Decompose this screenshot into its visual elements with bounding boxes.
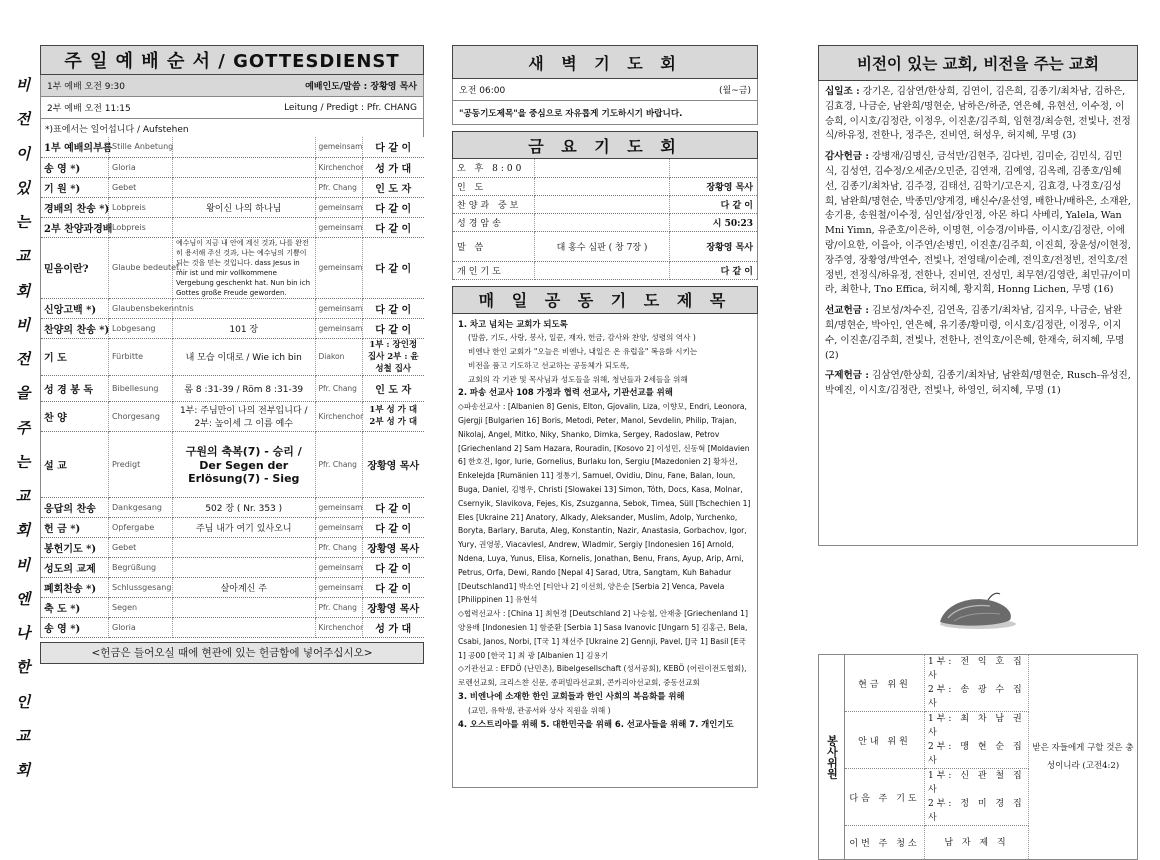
serve-names	[925, 712, 1029, 769]
order-row	[41, 217, 425, 237]
prayer-item: (말씀, 기도, 사랑, 봉사, 일꾼, 재자, 헌금, 감사와 찬양, 성령의 역사 )	[468, 333, 696, 343]
order-item-de: Lobpreis	[109, 197, 173, 217]
dawn-days: (월~금)	[719, 86, 751, 96]
order-item-de: Glaube bedeutet,	[109, 237, 173, 298]
side-char: 비	[15, 555, 31, 574]
order-item-de: Begrüßung	[109, 557, 173, 577]
friday-item-person: 다 같 이	[670, 261, 758, 279]
side-char: 인	[15, 692, 31, 711]
order-row	[41, 401, 425, 431]
offering-section	[825, 304, 1131, 363]
offering-section-names: 강기온, 김삼연/한상희, 김연이, 김은희, 김종기/최차남, 김하은, 김효경, 나금순, 남완희/명현순, 남하은/하준, 연은혜, 유현선, 이수정, 이승희, 이시호/김정란, 이정우, 이진훈/김주희, 임현경/최승현, 전빛나, 전정식/하유정, 전한나, 정주은, 진비연, 허성우, 허지혜, 무명 (3)	[825, 86, 1131, 142]
cleaning-label: 이번 주 청소	[845, 826, 925, 860]
order-item-title: 살아계신 주	[173, 577, 316, 597]
worship-order-table	[40, 137, 424, 638]
prayer-column	[452, 45, 758, 788]
worship-order-column	[40, 45, 424, 664]
order-item-title	[173, 597, 316, 617]
order-item-de: Gebet	[109, 177, 173, 197]
prayer-item: 4. 오스트리아를 위해 5. 대한민국을 위해 6. 선교사들을 위해 7. 개인기도	[458, 718, 734, 729]
friday-item-person	[670, 159, 758, 177]
prayer-item: 2. 파송 선교사 108 가정과 협력 선교사, 기관선교를 위해	[458, 387, 673, 398]
order-item-person: 성 가 대	[362, 157, 424, 177]
order-item-title	[173, 137, 316, 157]
order-item-de: Bibellesung	[109, 375, 173, 401]
service-1-leader: 예배인도/말씀 : 장황영 목사	[305, 82, 417, 92]
friday-prayer-table	[452, 159, 758, 280]
side-char: 는	[15, 452, 31, 471]
offering-section-head: 십일조 :	[825, 86, 860, 97]
order-item-group: Diakon	[315, 338, 362, 375]
service-2-row	[40, 97, 424, 119]
stand-note: *)표에서는 일어섭니다 / Aufstehen	[40, 119, 424, 137]
order-item-de: Lobgesang	[109, 318, 173, 338]
side-char: 교	[15, 726, 31, 745]
offering-section-head: 감사헌금 :	[825, 151, 869, 163]
friday-item-person: 다 같 이	[670, 195, 758, 213]
order-item-group: gemeinsam	[315, 237, 362, 298]
order-item-ko: 축 도 *)	[41, 597, 109, 617]
order-item-title: 내 모습 이대로 / Wie ich bin	[173, 338, 316, 375]
serve-role: 안내 위원	[845, 712, 925, 769]
order-item-person: 다 같 이	[362, 318, 424, 338]
order-item-de: Fürbitte	[109, 338, 173, 375]
friday-prayer-title: 금 요 기 도 회	[452, 131, 758, 159]
order-item-group: gemeinsam	[315, 197, 362, 217]
friday-item-label: 인 도	[453, 177, 535, 195]
order-item-de: Chorgesang	[109, 401, 173, 431]
order-item-group: gemeinsam	[315, 298, 362, 318]
order-item-de: Gloria	[109, 157, 173, 177]
serve-name-1: 1부: 전 익 호 집 사	[928, 657, 1025, 681]
side-char: 주	[15, 418, 31, 437]
serving-committee-table	[818, 654, 1138, 860]
order-item-de: Segen	[109, 597, 173, 617]
offering-section-head: 선교헌금 :	[825, 305, 869, 317]
prayer-item: ◇기관선교 : EFDÖ (난민촌), Bibelgesellschaft (성서공회), KEBÖ (어린이전도협회), 로렌선교회, 크리스챤 신문, 종퍼빌라선교회, 콘카리아선교회, 중동선교회	[458, 664, 747, 688]
friday-item-detail: 대 홍수 심판 ( 창 7장 )	[535, 231, 670, 261]
side-char: 전	[15, 110, 31, 129]
order-item-group: Kirchenchor	[315, 401, 362, 431]
friday-item-label: 오 후 8:00	[453, 159, 535, 177]
order-item-ko: 설 교	[41, 431, 109, 497]
side-char: 교	[15, 487, 31, 505]
side-char: 회	[15, 281, 31, 300]
order-item-person: 인 도 자	[362, 375, 424, 401]
order-item-ko: 성 경 봉 독	[41, 375, 109, 401]
order-item-ko: 1부 예배의부름	[41, 137, 109, 157]
friday-item-label: 성경암송	[453, 213, 535, 231]
side-char: 회	[15, 521, 31, 540]
order-item-person: 다 같 이	[362, 557, 424, 577]
order-item-ko: 송 영 *)	[41, 157, 109, 177]
order-item-ko: 경배의 찬송 *)	[41, 197, 109, 217]
prayer-item: 비전을 품고 기도하고 선교하는 공동체가 되도록,	[468, 360, 630, 370]
order-item-de: Opfergabe	[109, 517, 173, 537]
order-row	[41, 537, 425, 557]
order-item-title: 101 장	[173, 318, 316, 338]
serve-quote: 받은 자들에게 구할 것은 충성이니라 (고전4:2)	[1029, 655, 1138, 860]
order-item-ko: 기 원 *)	[41, 177, 109, 197]
order-item-ko: 믿음이란?	[41, 237, 109, 298]
cleaning-value: 남 자 제 직	[925, 826, 1029, 860]
dawn-prayer-title: 새 벽 기 도 회	[452, 45, 758, 79]
vision-column	[818, 45, 1138, 546]
order-item-person: 1부 : 장인정 집사 2부 : 윤성철 집사	[362, 338, 424, 375]
offering-donor-list	[818, 81, 1138, 546]
order-item-person: 다 같 이	[362, 197, 424, 217]
side-char: 비	[15, 315, 31, 334]
order-item-title: 주님 내가 여기 있사오니	[173, 517, 316, 537]
order-item-de: Stille Anbetung	[109, 137, 173, 157]
friday-item-person: 장황영 목사	[670, 177, 758, 195]
order-item-person: 장황영 목사	[362, 537, 424, 557]
order-item-ko: 헌 금 *)	[41, 517, 109, 537]
serve-name-2: 2부: 정 미 경 집 사	[928, 799, 1025, 823]
order-item-group: gemeinsam	[315, 137, 362, 157]
friday-row	[453, 231, 758, 261]
friday-row	[453, 213, 758, 231]
order-item-title	[173, 177, 316, 197]
order-item-de: Predigt	[109, 431, 173, 497]
serve-name-1: 1부: 신 관 철 집 사	[928, 771, 1025, 795]
side-vertical-text	[12, 78, 34, 778]
order-row	[41, 338, 425, 375]
order-item-title: 502 장 ( Nr. 353 )	[173, 497, 316, 517]
prayer-item: 3. 비엔나에 소재한 한인 교회들과 한인 사회의 복음화를 위해	[458, 691, 685, 702]
daily-prayer-title: 매 일 공 동 기 도 제 목	[452, 286, 758, 314]
offering-section-names: 김삼연/한상희, 김종기/최차남, 남완희/명현순, Rusch-유성진, 박예진, 이시호/김정란, 전빛나, 하영인, 허지혜, 무명 (1)	[825, 370, 1131, 397]
order-row	[41, 237, 425, 298]
order-item-person: 다 같 이	[362, 497, 424, 517]
offering-section-names: 강병재/김명신, 금석만/김현주, 김다빈, 김미순, 김민식, 김민식, 김성연, 김수정/오세준/오민준, 김연재, 김예영, 김옥례, 김종호/임혜선, 김종기/최차남, 김주경, 김태선, 김학기/고은지, 김효경, 나경호/김성희, 남완희/명현순, 박종민/양계경, 배신수/윤선영, 배한나/배하은, 소재완, 송기용, 송원철/이수정, 심인섭/장인정, 아몬 하디 사베리, Yalela, Wan Mni Yimn, 유준호/이은하, 이명현, 이승경/이바름, 이시호/김정란, 이에랑/이요한, 이을아, 이주연/손병민, 이진훈/김주희, 이진희, 장윤성/이현정, 장주영, 장황영/박연수, 전빛나, 전영태/이순례, 전익호/전정빈, 전익호/전정빈, 전정식/하유정, 전한나, 진비연, 진성민, 최무현/김영란, 최민규/이미라, 최한나, Tno Effica, 허지혜, 황지희, Honng Lichen, 무명 (16)	[825, 151, 1131, 296]
order-row	[41, 375, 425, 401]
order-item-group: gemeinsam	[315, 517, 362, 537]
side-char: 나	[15, 624, 31, 642]
side-char: 이	[15, 144, 31, 163]
side-char: 엔	[15, 589, 31, 608]
bread-illustration	[930, 588, 1020, 632]
side-char: 을	[15, 384, 31, 403]
serve-name-1: 1부: 최 차 남 권 사	[928, 714, 1025, 738]
order-item-de: Glaubensbekenntnis	[109, 298, 173, 318]
friday-item-detail	[535, 261, 670, 279]
order-item-person: 다 같 이	[362, 577, 424, 597]
order-item-de: Gloria	[109, 617, 173, 637]
friday-item-label: 개인기도	[453, 261, 535, 279]
prayer-item: ◇파송선교사 : [Albanien 8] Genis, Elton, Gjovalin, Liza, 이향모, Endri, Leonora, Gjergji [Bulgarien 16] Boris, Metodi, Peter, Manol, Sevdelin, Philip, Trajan, Nikolaj, Angel, Mitko, Niky, Shanko, Dimka, Sergey, Radoslaw, Petrov [Griechenland 2] Sam Hazara, Rouradin, [Kosovo 2] 이성민, 신동혁 [Moldavien 6] 한호진, Igor, Iurie, Gornelius, Burlaku Ion, Sergiu [Mazedonien 2] 황차선, Enkelejda [Rumänien 11] 정통기, Samuel, Ovidiu, Dinu, Fane, Balan, Ioun, Buga, Daniel, 김병우, Christi [Slowakei 13] Simon, Tóth, Docs, Kasa, Molnar, Csernyik, Slavikova, Fejes, Kis, Zsuzganna, Sebok, Timea, Süll [Tschechien 1] Eles [Ukraine 21] Anatory, Alkady, Aleksander, Muslim, Adolp, Yurchenko, Boryta, Barlary, Baruta, Aleg, Konstantin, Nazir, Anastasia, Gorbachov, Igor, Yury, 권영봉, Viacavlesl, Andrew, Wladmir, Sergiy [Indonesien 16] Arnold, Ndena, Luya, Yunus, Elisa, Kornelis, Jonathan, Benu, Frans, Ayup, Arip, Arni, Petrus, Orfa, Dewi, Rando [Nepal 4] Sarad, Utra, Sangtam, Kuh Bahadur [Deutschland1] 박소연 [티안나 2] 이선희, 양은순 [Serbia 2] Venca, Pavela [Philippinen 1] 유현석	[458, 402, 751, 605]
serve-role: 다음 주 기도	[845, 769, 925, 826]
friday-row	[453, 159, 758, 177]
order-row	[41, 557, 425, 577]
order-item-title	[173, 557, 316, 577]
order-row	[41, 197, 425, 217]
order-item-ko: 2부 찬양과경배	[41, 217, 109, 237]
friday-item-label: 말 씀	[453, 231, 535, 261]
friday-row	[453, 195, 758, 213]
order-item-ko: 신앙고백 *)	[41, 298, 109, 318]
offering-section-names: 김보성/차수진, 김연옥, 김종기/최차남, 김지우, 나금순, 남완희/명현순, 박아인, 연은혜, 유기종/황미령, 이시호/김정란, 이정우, 이지수, 이진훈/김주희, 전빛나, 전한나, 전익호/이은혜, 한재숙, 허지혜, 무명 (2)	[825, 305, 1125, 361]
order-item-person: 다 같 이	[362, 298, 424, 318]
order-item-group: Kirchenchor	[315, 617, 362, 637]
order-item-person: 장황영 목사	[362, 597, 424, 617]
service-1-row	[40, 75, 424, 97]
order-item-group: Pfr. Chang	[315, 597, 362, 617]
serve-names	[925, 655, 1029, 712]
order-item-title	[173, 157, 316, 177]
service-2-leader: Leitung / Predigt : Pfr. CHANG	[284, 102, 417, 113]
serve-names	[925, 769, 1029, 826]
order-item-de: Gebet	[109, 537, 173, 557]
dawn-time: 오전 06:00	[459, 86, 506, 96]
order-row	[41, 298, 425, 318]
friday-item-person: 장황영 목사	[670, 231, 758, 261]
order-row	[41, 497, 425, 517]
order-item-group: gemeinsam	[315, 557, 362, 577]
friday-row	[453, 261, 758, 279]
vision-title: 비전이 있는 교회, 비전을 주는 교회	[818, 45, 1138, 81]
order-row	[41, 318, 425, 338]
offering-footer-note: <헌금은 들어오실 때에 현관에 있는 헌금함에 넣어주십시오>	[40, 642, 424, 664]
order-item-group: Pfr. Chang	[315, 431, 362, 497]
order-row	[41, 137, 425, 157]
side-char: 한	[15, 658, 31, 677]
side-char: 전	[15, 350, 31, 368]
order-item-person: 다 같 이	[362, 137, 424, 157]
serve-vertical-label: 봉사위원	[819, 655, 845, 860]
serve-row	[819, 655, 1138, 712]
dawn-note: "공동기도제목"을 중심으로 자유롭게 기도하시기 바랍니다.	[452, 101, 758, 125]
friday-row	[453, 177, 758, 195]
order-item-ko: 기 도	[41, 338, 109, 375]
side-char: 교	[15, 247, 31, 266]
serve-role: 현금 위원	[845, 655, 925, 712]
order-row	[41, 577, 425, 597]
order-item-group: gemeinsam	[315, 577, 362, 597]
service-2-time: 2부 예배 오전 11:15	[47, 104, 131, 114]
order-item-ko: 응답의 찬송	[41, 497, 109, 517]
order-item-title	[173, 298, 316, 318]
serve-name-2: 2부: 송 광 수 집 사	[928, 685, 1025, 709]
order-item-title: 1부: 주님만이 나의 전부입니다 / 2부: 높이세 그 이름 예수	[173, 401, 316, 431]
side-char: 있	[15, 178, 31, 197]
serve-name-2: 2부: 맹 현 순 집 사	[928, 742, 1025, 766]
order-item-ko: 송 영 *)	[41, 617, 109, 637]
order-item-ko: 찬 양	[41, 401, 109, 431]
prayer-item: ◇협력선교사 : [China 1] 최현경 [Deutschland 2] 나승철, 안재충 [Griechenland 1] 양용배 [Indonesien 1] 함준환 [Serbia 1] Sasa Ivanovic [Ungarn 5] 김홍근, Bela, Csabi, Janos, Norbi, [T국 1] 채선주 [Ukraine 2] Gennji, Pavel, [J국 1] Basil [E국 1] 공00 [한국 1] 최 광 [Albanien 1] 김용기	[458, 609, 748, 660]
friday-item-label: 찬양과 중보	[453, 195, 535, 213]
dawn-time-row	[452, 79, 758, 101]
order-item-person: 장황영 목사	[362, 431, 424, 497]
side-char: 는	[15, 213, 31, 231]
friday-item-detail	[535, 159, 670, 177]
side-char: 비	[15, 76, 31, 94]
order-item-person: 성 가 대	[362, 617, 424, 637]
order-item-title	[173, 617, 316, 637]
order-item-ko: 성도의 교제	[41, 557, 109, 577]
order-item-person: 1부 성 가 대 2부 성 가 대	[362, 401, 424, 431]
order-row	[41, 157, 425, 177]
service-1-time: 1부 예배 오전 9:30	[47, 82, 125, 92]
friday-item-person: 시 50:23	[670, 213, 758, 231]
side-char: 회	[15, 761, 31, 779]
order-item-person: 인 도 자	[362, 177, 424, 197]
daily-prayer-list	[452, 314, 758, 788]
order-row	[41, 517, 425, 537]
order-item-group: Pfr. Chang	[315, 177, 362, 197]
order-item-group: Pfr. Chang	[315, 537, 362, 557]
order-row	[41, 597, 425, 617]
order-item-group: Kirchenchor	[315, 157, 362, 177]
order-item-person: 다 같 이	[362, 217, 424, 237]
order-item-title: 예수님이 지금 내 안에 계신 것과, 나를 완전히 용서해 주신 것과, 나는 예수님의 기쁨이 되는 것을 믿는 것입니다. dass Jesus in mir ist und mir vollkommene Vergebung geschenkt hat. Nun bin ich Gottes große Freude geworden.	[173, 237, 316, 298]
prayer-item: 1. 차고 넘치는 교회가 되도록	[458, 318, 568, 329]
offering-section	[825, 369, 1131, 399]
order-item-ko: 봉헌기도 *)	[41, 537, 109, 557]
order-item-title: 왕이신 나의 하나님	[173, 197, 316, 217]
offering-section-head: 구제헌금 :	[825, 370, 869, 382]
prayer-item: 교회의 각 기관 및 목사님과 성도들을 위해, 청년들과 2세들을 위해	[468, 374, 688, 384]
order-item-de: Lobpreis	[109, 217, 173, 237]
order-item-title	[173, 217, 316, 237]
order-row	[41, 177, 425, 197]
order-item-title: 구원의 축복(7) - 승리 / Der Segen der Erlösung(7) - Sieg	[173, 431, 316, 497]
order-item-title	[173, 537, 316, 557]
offering-section	[825, 150, 1131, 298]
order-item-group: gemeinsam	[315, 497, 362, 517]
order-item-ko: 찬양의 찬송 *)	[41, 318, 109, 338]
offering-section	[825, 85, 1131, 144]
order-item-person: 다 같 이	[362, 237, 424, 298]
order-item-person: 다 같 이	[362, 517, 424, 537]
order-item-title: 롬 8 :31-39 / Röm 8 :31-39	[173, 375, 316, 401]
order-row	[41, 617, 425, 637]
friday-item-detail	[535, 195, 670, 213]
order-item-group: gemeinsam	[315, 217, 362, 237]
order-item-de: Dankgesang	[109, 497, 173, 517]
order-item-group: Pfr. Chang	[315, 375, 362, 401]
order-item-de: Schlussgesang	[109, 577, 173, 597]
order-item-ko: 폐회찬송 *)	[41, 577, 109, 597]
worship-title: 주 일 예 배 순 서 / GOTTESDIENST	[40, 45, 424, 75]
prayer-item: 비엔나 한인 교회가 "오늘은 비엔나, 내일은 온 유럽을" 복음화 시키는	[468, 347, 698, 357]
order-item-group: gemeinsam	[315, 318, 362, 338]
friday-item-detail	[535, 213, 670, 231]
friday-item-detail	[535, 177, 670, 195]
order-row	[41, 431, 425, 497]
prayer-item: (교민, 유학생, 관공서와 상사 직원을 위해 )	[468, 705, 611, 715]
